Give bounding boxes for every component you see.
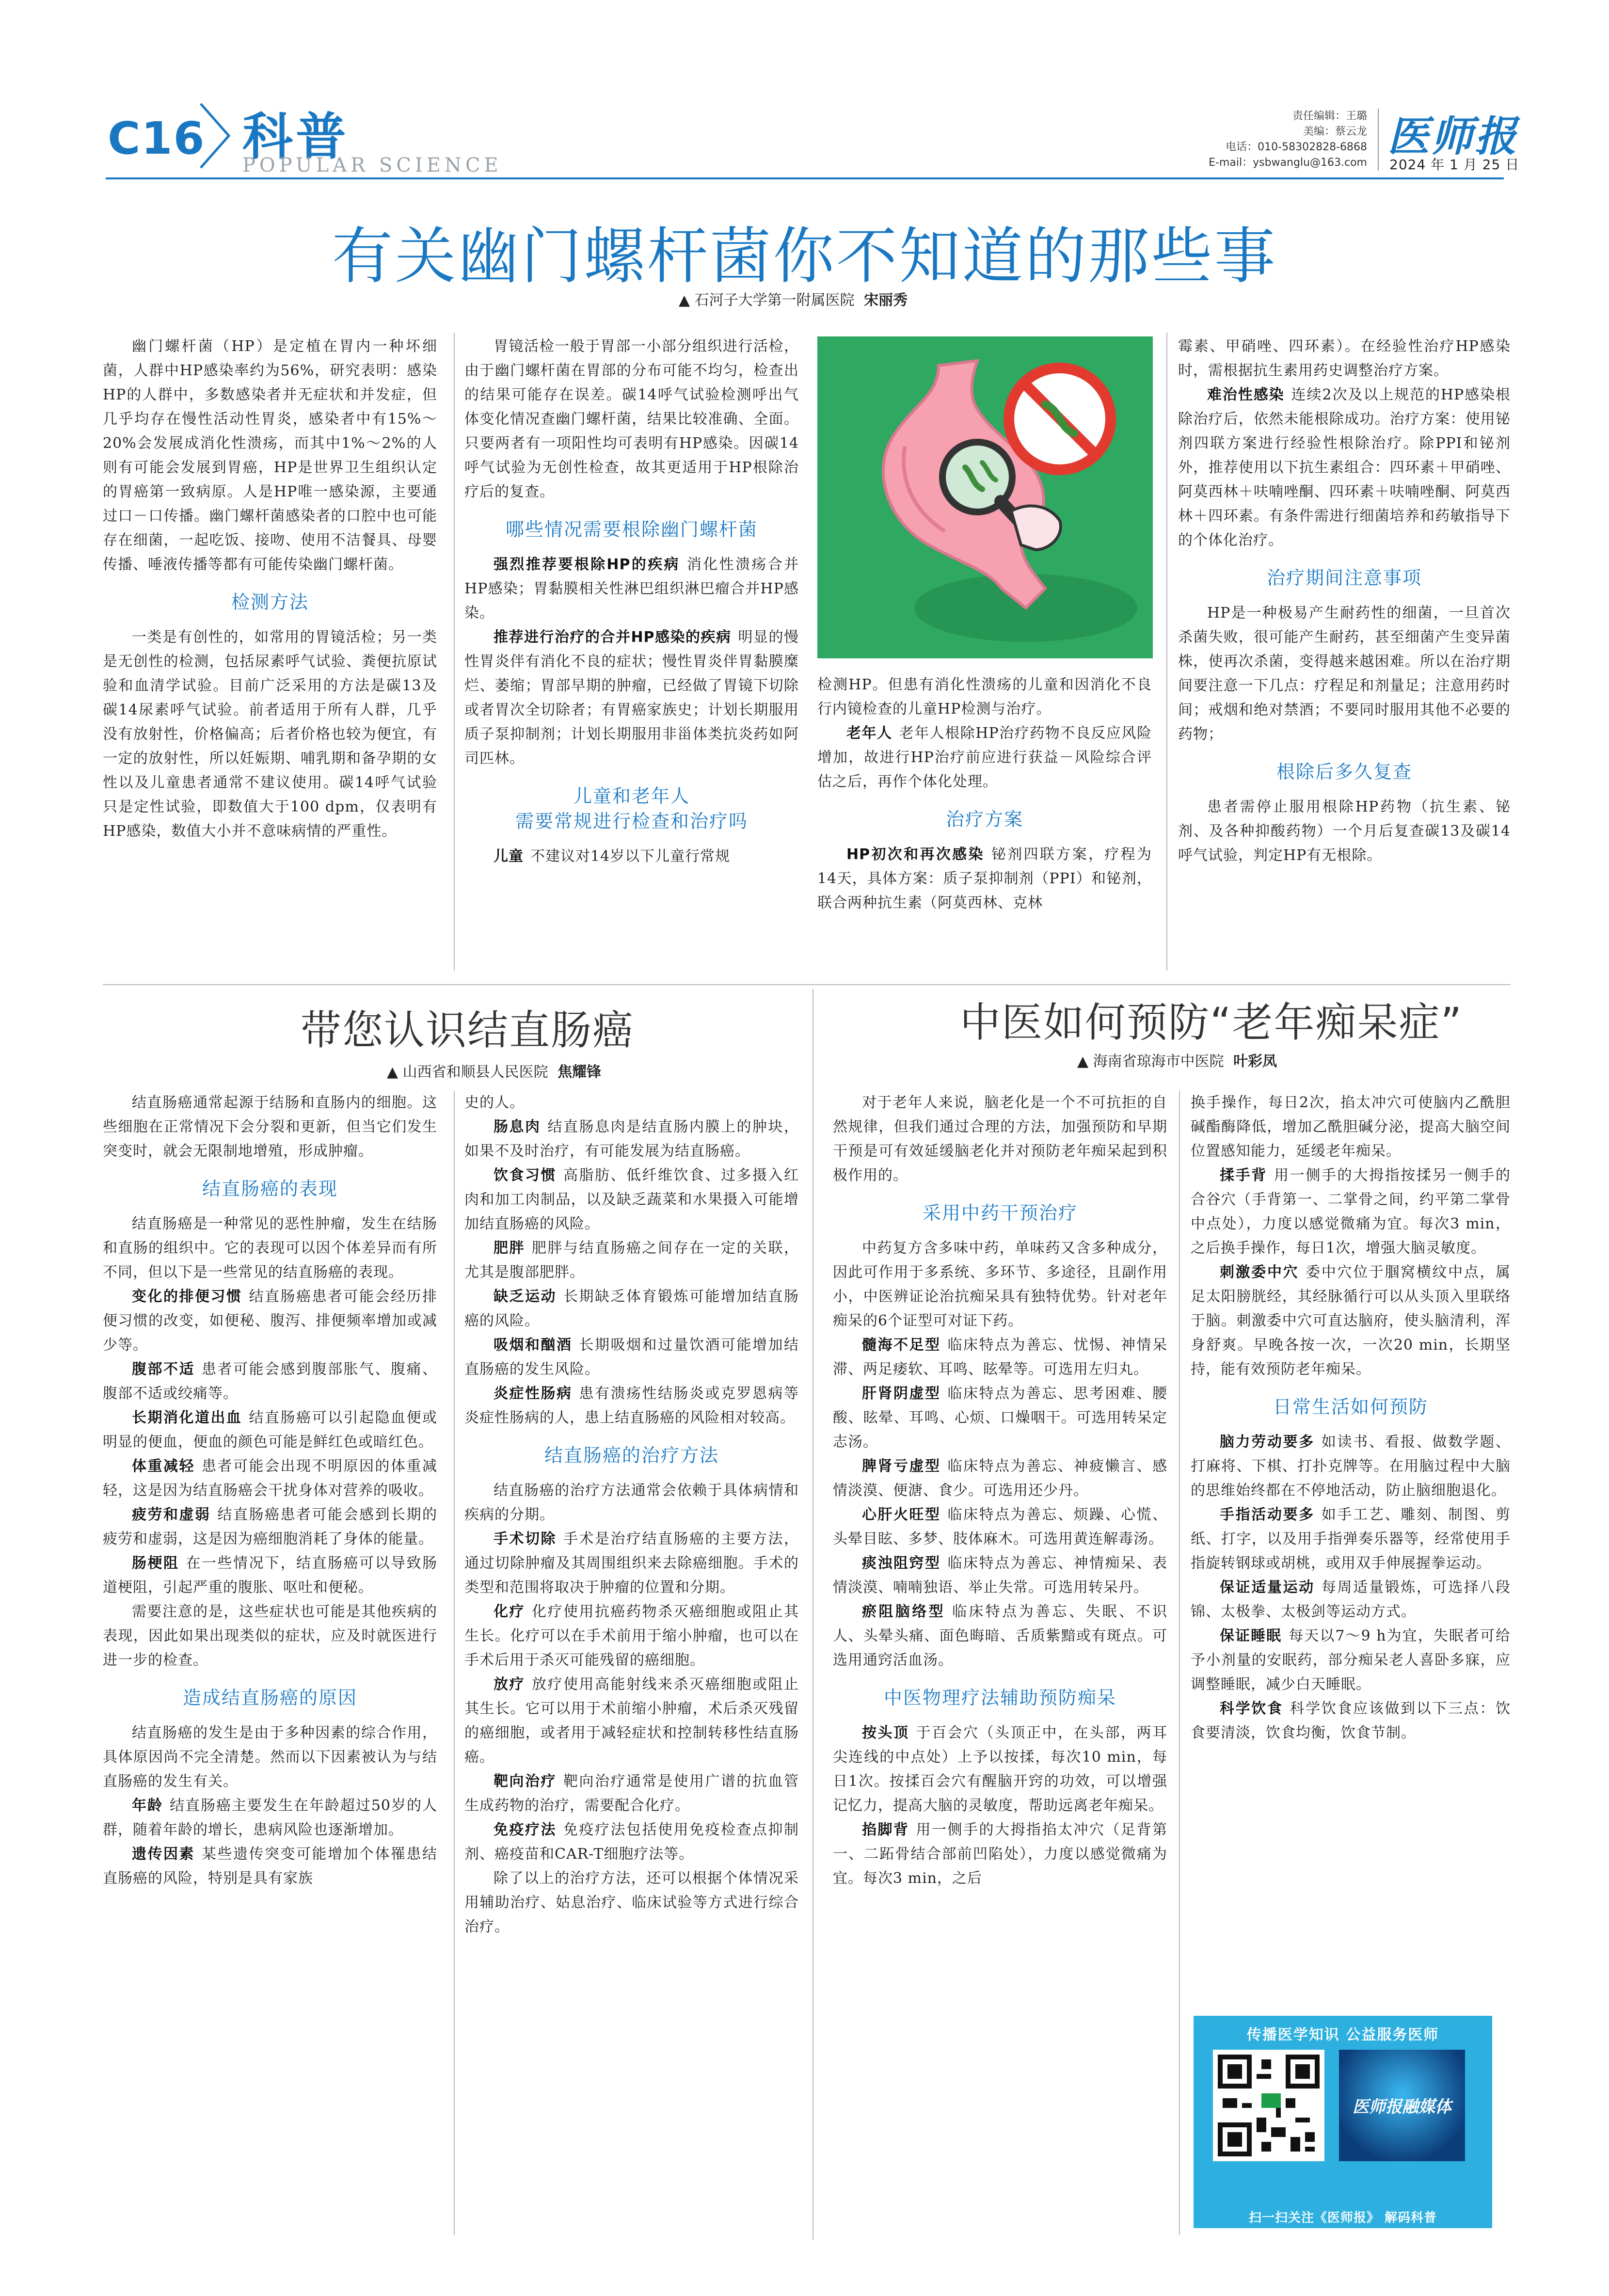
paragraph-text: 科学饮食应该做到以下三点：饮食要清淡，饮食均衡，饮食节制。 <box>1191 1700 1511 1741</box>
keyword-paragraph <box>103 1285 437 1357</box>
qr-code-icon <box>1213 2050 1324 2161</box>
paragraph-keyword: 变化的排便习惯 <box>132 1288 242 1305</box>
paragraph-text: 铋剂四联方案，疗程为14天，具体方案：质子泵抑制剂（PPI）和铋剂，联合两种抗生素（阿莫西林、克林 <box>817 846 1152 911</box>
paragraph-keyword: 化疗 <box>494 1603 525 1620</box>
paragraph <box>1178 601 1511 747</box>
keyword-paragraph <box>1191 1624 1511 1697</box>
paragraph-text: 结直肠息肉是结直肠内膜上的肿块，如果不及时治疗，有可能发展为结直肠癌。 <box>464 1118 799 1160</box>
paragraph-keyword: 炎症性肠病 <box>494 1385 573 1402</box>
keyword-paragraph <box>817 843 1152 915</box>
keyword-paragraph <box>833 1382 1167 1454</box>
editor-info <box>1115 109 1367 171</box>
paragraph <box>833 1236 1167 1333</box>
stomach-illustration <box>817 336 1153 658</box>
paragraph <box>1191 1091 1511 1164</box>
paragraph-keyword: 按头顶 <box>862 1724 909 1741</box>
subheading: 结直肠癌的治疗方法 <box>544 1445 719 1466</box>
subheading: 采用中药干预治疗 <box>922 1202 1078 1224</box>
paragraph-keyword: 刺激委中穴 <box>1220 1264 1299 1281</box>
subheading: 日常生活如何预防 <box>1273 1396 1428 1418</box>
email-label: E-mail：ysbwanglu@163.com <box>1209 157 1367 169</box>
paragraph-text: 患者需停止服用根除HP药物（抗生素、铋剂、及各种抑酸药物）一个月后复查碳13及碳14呼气试验，判定HP有无根除。 <box>1178 798 1511 864</box>
paragraph-keyword: 肝肾阴虚型 <box>862 1385 941 1402</box>
paragraph-text: 消化性溃疡合并HP感染；胃黏膜相关性淋巴组织淋巴瘤合并HP感染。 <box>464 556 799 622</box>
paragraph-text: 胃镜活检一般于胃部一小部分组织进行活检，由于幽门螺杆菌在胃部的分布可能不均匀，检查出的结果可能存在误差。碳14呼气试验检测呼出气体变化情况查幽门螺杆菌，结果比较准确、全面。只要两者有一项阳性均可表明有HP感染。因碳14呼气试验为无创性检查，故其更适用于HP根除治疗后的复查。 <box>464 338 799 500</box>
paragraph-text: 化疗使用抗癌药物杀灭癌细胞或阻止其生长。化疗可以在手术前用于缩小肿瘤，也可以在手术后用于杀灭可能残留的癌细胞。 <box>464 1603 799 1669</box>
paragraph-keyword: 瘀阻脑络型 <box>862 1603 946 1620</box>
paragraph-keyword: 揉手背 <box>1220 1167 1267 1184</box>
paragraph-keyword: 脾肾亏虚型 <box>862 1458 941 1475</box>
paragraph-text: 一类是有创性的，如常用的胃镜活检；另一类是无创性的检测，包括尿素呼气试验、粪便抗原试验和血清学试验。目前广泛采用的方法是碳13及碳14尿素呼气试验。前者适用于所有人群，几乎没有放射性，价格偏高；后者价格也较为便宜，有一定的放射性，所以妊娠期、哺乳期和备孕期的女性以及儿童患者通常不建议使用。碳14呼气试验只是定性试验，即数值大于100 dpm，仅表明有HP感染，数值大小并不意味病情的严重性。 <box>103 629 437 840</box>
article3-title: 中医如何预防“老年痴呆症” <box>960 999 1463 1046</box>
paragraph-text: 换手操作，每日2次，掐太冲穴可使脑内乙酰胆碱酯酶降低，增加乙酰胆碱分泌，提高大脑空间位置感知能力，延缓老年痴呆。 <box>1191 1094 1511 1160</box>
paragraph-text: 患者可能会出现不明原因的体重减轻，这是因为结直肠癌会干扰身体对营养的吸收。 <box>103 1458 437 1499</box>
promo-top-text: 传播医学知识 公益服务医师 <box>1246 2026 1439 2043</box>
editor-label: 责任编辑：王璐 <box>1292 110 1367 122</box>
paragraph-keyword: 免疫疗法 <box>494 1821 557 1838</box>
paragraph-keyword: 疲劳和虚弱 <box>132 1506 211 1523</box>
paragraph-text: 委中穴位于腘窝横纹中点，属足太阳膀胱经，其经脉循行可以从头顶入里联络于脑。刺激委中穴可直达脑府，使头脑清利，浑身舒爽。早晚各按一次，一次20 min，长期坚持，能有效预防老年痴呆。 <box>1191 1264 1511 1378</box>
article1-byline <box>679 288 940 309</box>
paragraph <box>103 625 437 844</box>
paragraph-keyword: 吸烟和酗酒 <box>494 1337 573 1354</box>
paragraph-text: 在一些情况下，结直肠癌可以导致肠道梗阻，引起严重的腹胀、呕吐和便秘。 <box>103 1555 437 1596</box>
column-divider <box>454 333 455 971</box>
paragraph-keyword: 老年人 <box>846 725 892 742</box>
paragraph <box>103 1091 437 1164</box>
keyword-paragraph <box>103 1842 437 1891</box>
brand-logo: 医师报 <box>1387 112 1518 161</box>
keyword-paragraph <box>833 1600 1167 1673</box>
keyword-paragraph <box>464 553 799 625</box>
qr-code[interactable] <box>1213 2050 1324 2161</box>
keyword-paragraph <box>103 1503 437 1551</box>
paragraph-keyword: 痰浊阻窍型 <box>862 1555 941 1572</box>
paragraph-text: 临床特点为善忘、神疲懒言、感情淡漠、便溏、食少。可选用还少丹。 <box>833 1458 1167 1499</box>
paragraph-text: 结直肠癌通常起源于结肠和直肠内的细胞。这些细胞在正常情况下会分裂和更新，但当它们发生突变时，就会无限制地增殖，形成肿瘤。 <box>103 1094 437 1160</box>
paragraph-keyword: 年龄 <box>132 1797 163 1814</box>
keyword-paragraph <box>833 1503 1167 1551</box>
keyword-paragraph <box>464 1382 799 1430</box>
keyword-paragraph <box>1191 1697 1511 1745</box>
article3-byline <box>1077 1049 1277 1070</box>
keyword-paragraph <box>1191 1430 1511 1503</box>
paragraph-keyword: 手术切除 <box>494 1531 557 1547</box>
article1-org: ▲ 石河子大学第一附属医院 <box>679 292 855 309</box>
paragraph-text: 幽门螺杆菌（HP）是定植在胃内一种坏细菌，人群中HP感染率约为56%，研究表明：感染HP的人群中，多数感染者并无症状和并发症，但几乎均存在慢性活动性胃炎，感染者中有15%～20%会发展成消化性溃疡，而其中1%～2%的人则有可能会发展到胃癌，HP是世界卫生组织认定的胃癌第一致病原。人是HP唯一感染源，主要通过口－口传播。幽门螺杆菌感染者的口腔中也可能存在细菌，一起吃饭、接吻、使用不洁餐具、母婴传播、唾液传播等都有可能传染幽门螺杆菌。 <box>103 338 437 573</box>
paragraph-text: 临床特点为善忘、神情痴呆、表情淡漠、喃喃独语、举止失常。可选用转呆丹。 <box>833 1555 1167 1596</box>
column-divider <box>1166 333 1167 971</box>
paragraph-keyword: 科学饮食 <box>1220 1700 1283 1717</box>
paragraph-text: 每周适量锻炼，可选择八段锦、太极拳、太极剑等运动方式。 <box>1191 1579 1511 1620</box>
paragraph-text: 结直肠癌患者可能会经历排便习惯的改变，如便秘、腹泻、排便频率增加或减少等。 <box>103 1288 437 1354</box>
paragraph <box>1178 795 1511 868</box>
paragraph-text: 免疫疗法包括使用免疫检查点抑制剂、癌疫苗和CAR-T细胞疗法等。 <box>464 1821 799 1863</box>
paragraph <box>464 1091 799 1115</box>
paragraph <box>464 335 799 504</box>
paragraph-text: 明显的慢性胃炎伴有消化不良的症状；慢性胃炎伴胃黏膜糜烂、萎缩；胃部早期的肿瘤，已经做了胃镜下切除或者胃次全切除者；有胃癌家族史；计划长期服用质子泵抑制剂；计划长期服用非甾体类抗炎药如阿司匹林。 <box>464 629 799 767</box>
paragraph-keyword: 髓海不足型 <box>862 1337 941 1354</box>
subheading: 儿童和老年人 需要常规进行检查和治疗吗 <box>515 785 748 832</box>
article3-column-2 <box>1191 1091 1511 1745</box>
keyword-paragraph <box>833 1721 1167 1818</box>
keyword-paragraph <box>464 1285 799 1333</box>
subheading: 中医物理疗法辅助预防痴呆 <box>883 1687 1116 1708</box>
paragraph <box>464 1866 799 1939</box>
column-divider <box>1179 1091 1180 2235</box>
paragraph-text: 某些遗传突变可能增加个体罹患结直肠癌的风险，特别是具有家族 <box>103 1846 437 1887</box>
subheading: 结直肠癌的表现 <box>202 1178 338 1199</box>
subheading: 检测方法 <box>231 591 309 613</box>
paragraph-keyword: 饮食习惯 <box>494 1167 557 1184</box>
keyword-paragraph <box>1191 1260 1511 1382</box>
article1-title: 有关幽门螺杆菌你不知道的那些事 <box>332 221 1277 292</box>
paragraph-keyword: HP初次和再次感染 <box>846 846 985 863</box>
keyword-paragraph <box>464 1236 799 1285</box>
paragraph-text: 需要注意的是，这些症状也可能是其他疾病的表现，因此如果出现类似的症状，应及时就医进行进一步的检查。 <box>103 1603 437 1669</box>
article2-byline <box>387 1060 601 1081</box>
article2-title: 带您认识结直肠癌 <box>301 1006 635 1054</box>
paragraph-text: 靶向治疗通常是使用广谱的抗血管生成药物的治疗，需要配合化疗。 <box>464 1773 799 1814</box>
paragraph-text: 手术是治疗结直肠癌的主要方法，通过切除肿瘤及其周围组织来去除癌细胞。手术的类型和范围将取决于肿瘤的位置和分期。 <box>464 1531 799 1596</box>
paragraph-text: 放疗使用高能射线来杀灭癌细胞或阻止其生长。它可以用于术前缩小肿瘤，术后杀灭残留的癌细胞，或者用于减轻症状和控制转移性结直肠癌。 <box>464 1676 799 1766</box>
paragraph-keyword: 放疗 <box>494 1676 525 1693</box>
paragraph-text: 临床特点为善忘、失眠、不识人、头晕头痛、面色晦暗、舌质紫黯或有斑点。可选用通窍活血汤。 <box>833 1603 1168 1669</box>
section-subtitle: POPULAR SCIENCE <box>242 154 502 176</box>
paragraph-text: 长期吸烟和过量饮酒可能增加结直肠癌的发生风险。 <box>464 1337 799 1378</box>
paragraph-text: HP是一种极易产生耐药性的细菌，一旦首次杀菌失败，很可能产生耐药，甚至细菌产生变异菌株，使再次杀菌，变得越来越困难。所以在治疗期间要注意一下几点：疗程足和剂量足；注意用药时间；戒烟和绝对禁酒；不要同时服用其他不必要的药物； <box>1178 605 1511 743</box>
section-title: 科普 <box>242 107 350 166</box>
paragraph-keyword: 体重减轻 <box>132 1458 195 1475</box>
paragraph <box>103 1212 437 1285</box>
keyword-paragraph <box>833 1454 1167 1503</box>
paragraph-text: 高脂肪、低纤维饮食、过多摄入红肉和加工肉制品，以及缺乏蔬菜和水果摄入可能增加结直肠癌的风险。 <box>464 1167 799 1232</box>
paragraph-text: 如手工艺、雕刻、制图、剪纸、打字，以及用手指弹奏乐器等，经常使用手指旋转钢球或胡桃，或用双手伸展握拳运动。 <box>1191 1506 1511 1572</box>
column-divider <box>454 1091 455 2235</box>
paragraph-keyword: 肠息肉 <box>494 1118 541 1135</box>
paragraph-keyword: 长期消化道出血 <box>132 1409 242 1426</box>
paragraph-keyword: 推荐进行治疗的合并HP感染的疾病 <box>494 629 732 646</box>
chevron-right-icon <box>197 102 232 170</box>
paragraph-text: 临床特点为善忘、思考困难、腰酸、眩晕、耳鸣、心烦、口燥咽干。可选用转呆定志汤。 <box>833 1385 1167 1451</box>
header-rule <box>106 177 1504 179</box>
promo-logo <box>1339 2050 1465 2161</box>
paragraph <box>103 1600 437 1673</box>
paragraph-text: 结直肠癌的治疗方法通常会依赖于具体病情和疾病的分期。 <box>464 1482 799 1523</box>
paragraph-keyword: 保证睡眠 <box>1220 1627 1282 1644</box>
keyword-paragraph <box>1178 383 1511 553</box>
paragraph <box>103 1721 437 1794</box>
paragraph-keyword: 腹部不适 <box>132 1361 195 1378</box>
paragraph-text: 于百会穴（头顶正中，在头部，两耳尖连线的中点处）上予以按揉，每次10 min，每日1次。按揉百会穴有醒脑开窍的功效，可以增强记忆力，提高大脑的灵敏度，帮助远离老年痴呆。 <box>833 1724 1167 1814</box>
paragraph <box>833 1091 1167 1188</box>
paragraph-keyword: 脑力劳动要多 <box>1220 1434 1315 1451</box>
phone-label: 电话：010-58302828-6868 <box>1226 141 1367 153</box>
paragraph-keyword: 儿童 <box>494 848 524 865</box>
paragraph-text: 结直肠癌可以引起隐血便或明显的便血，便血的颜色可能是鲜红色或暗红色。 <box>103 1409 437 1451</box>
article1-author: 宋丽秀 <box>864 292 908 309</box>
issue-date: 2024 年 1 月 25 日 <box>1389 157 1520 173</box>
keyword-paragraph <box>1191 1576 1511 1624</box>
keyword-paragraph <box>464 845 799 869</box>
keyword-paragraph <box>103 1406 437 1454</box>
page-number: C16 <box>108 112 206 164</box>
subheading: 治疗方案 <box>945 809 1023 830</box>
paragraph-text: 史的人。 <box>464 1094 525 1111</box>
paragraph-keyword: 保证适量运动 <box>1220 1579 1315 1596</box>
promo-bottom-text: 扫一扫关注《医师报》 解码科普 <box>1248 2211 1437 2225</box>
keyword-paragraph <box>103 1551 437 1600</box>
paragraph-text: 临床特点为善忘、忧惕、神情呆滞、两足痿软、耳鸣、眩晕等。可选用左归丸。 <box>833 1337 1167 1378</box>
promo-box <box>1194 2016 1492 2228</box>
paragraph <box>1178 335 1511 383</box>
article3-column-1 <box>833 1091 1167 1891</box>
paragraph-text: 患者可能会感到腹部胀气、腹痛、腹部不适或绞痛等。 <box>103 1361 437 1402</box>
paragraph-text: 霉素、甲硝唑、四环素）。在经验性治疗HP感染时，需根据抗生素用药史调整治疗方案。 <box>1178 338 1511 379</box>
promo-logo-text: 医师报融媒体 <box>1353 2097 1451 2117</box>
paragraph-keyword: 强烈推荐要根除HP的疾病 <box>494 556 680 573</box>
paragraph-keyword: 难治性感染 <box>1207 386 1285 403</box>
header-divider <box>1378 109 1379 171</box>
art-editor-label: 美编：蔡云龙 <box>1303 126 1367 138</box>
keyword-paragraph <box>464 1527 799 1600</box>
article2-author: 焦耀锋 <box>558 1064 602 1081</box>
article2-org: ▲ 山西省和顺县人民医院 <box>387 1064 548 1081</box>
subheading: 造成结直肠癌的原因 <box>182 1687 357 1708</box>
keyword-paragraph <box>464 625 799 771</box>
paragraph-text: 用一侧手的大拇指掐太冲穴（足背第一、二跖骨结合部前凹陷处），力度以感觉微痛为宜。每次3 min，之后 <box>833 1821 1167 1887</box>
keyword-paragraph <box>833 1333 1167 1382</box>
keyword-paragraph <box>833 1551 1167 1600</box>
paragraph-text: 老年人根除HP治疗药物不良反应风险增加，故进行HP治疗前应进行获益－风险综合评估之后，再作个体化处理。 <box>817 725 1152 790</box>
paragraph-text: 中药复方含多味中药，单味药又含多种成分，因此可作用于多系统、多环节、多途径，且副作用小，中医辨证论治抗痴呆具有独特优势。针对老年痴呆的6个证型可对证下药。 <box>833 1240 1167 1329</box>
paragraph-keyword: 靶向治疗 <box>494 1773 557 1790</box>
paragraph-text: 结直肠癌的发生是由于多种因素的综合作用，具体原因尚不完全清楚。然而以下因素被认为与结直肠癌的发生有关。 <box>103 1724 437 1790</box>
paragraph-text: 结直肠癌患者可能会感到长期的疲劳和虚弱，这是因为癌细胞消耗了身体的能量。 <box>103 1506 437 1547</box>
paragraph-text: 如读书、看报、做数学题、打麻将、下棋、打扑克牌等。在用脑过程中大脑的思维始终都在不停地活动，防止脑细胞退化。 <box>1191 1434 1511 1499</box>
paragraph-keyword: 遗传因素 <box>132 1846 195 1863</box>
keyword-paragraph <box>464 1333 799 1382</box>
subheading: 哪些情况需要根除幽门螺杆菌 <box>505 519 758 540</box>
paragraph-keyword: 心肝火旺型 <box>862 1506 941 1523</box>
paragraph-text: 连续2次及以上规范的HP感染根除治疗后，依然未能根除成功。治疗方案：使用铋剂四联方案进行经验性根除治疗。除PPI和铋剂外，推荐使用以下抗生素组合：四环素＋甲硝唑、阿莫西林＋呋喃唑酮、四环素＋呋喃唑酮、阿莫西林＋四环素。有条件需进行细菌培养和药敏指导下的个体化治疗。 <box>1178 386 1511 549</box>
paragraph-keyword: 手指活动要多 <box>1220 1506 1315 1523</box>
subheading: 根除后多久复查 <box>1276 761 1412 782</box>
paragraph <box>464 1479 799 1527</box>
subheading: 治疗期间注意事项 <box>1266 567 1422 589</box>
article-divider <box>812 989 813 2240</box>
paragraph-text: 用一侧手的大拇指按揉另一侧手的合谷穴（手背第一、二掌骨之间，约平第二掌骨中点处），力度以感觉微痛为宜。每次3 min，之后换手操作，每日1次，增强大脑灵敏度。 <box>1191 1167 1511 1257</box>
keyword-paragraph <box>464 1673 799 1770</box>
paragraph-text: 不建议对14岁以下儿童行常规 <box>530 848 731 865</box>
paragraph <box>817 673 1152 721</box>
keyword-paragraph <box>464 1770 799 1818</box>
paragraph <box>103 335 437 577</box>
paragraph-text: 除了以上的治疗方法，还可以根据个体情况采用辅助治疗、姑息治疗、临床试验等方式进行综合治疗。 <box>464 1870 799 1935</box>
keyword-paragraph <box>103 1454 437 1503</box>
paragraph-text: 结直肠癌主要发生在年龄超过50岁的人群，随着年龄的增长，患病风险也逐渐增加。 <box>103 1797 437 1838</box>
keyword-paragraph <box>817 721 1152 794</box>
article2-column-1 <box>103 1091 437 1891</box>
article1-column-4 <box>1178 335 1511 868</box>
article3-author: 叶彩凤 <box>1233 1053 1277 1070</box>
article3-org: ▲ 海南省琼海市中医院 <box>1077 1053 1224 1070</box>
article2-column-2 <box>464 1091 799 1939</box>
section-rule <box>103 984 1511 985</box>
article1-column-3 <box>817 673 1152 915</box>
paragraph-keyword: 肠梗阻 <box>132 1555 179 1572</box>
paragraph-text: 结直肠癌是一种常见的恶性肿瘤，发生在结肠和直肠的组织中。它的表现可以因个体差异而有所不同，但以下是一些常见的结直肠癌的表现。 <box>103 1215 437 1281</box>
keyword-paragraph <box>833 1818 1167 1891</box>
keyword-paragraph <box>1191 1164 1511 1260</box>
article1-column-1 <box>103 335 437 844</box>
keyword-paragraph <box>464 1818 799 1866</box>
keyword-paragraph <box>103 1794 437 1842</box>
article1-column-2 <box>464 335 799 869</box>
paragraph-text: 每天以7～9 h为宜，失眠者可给予小剂量的安眠药，部分痴呆老人喜卧多寐，应调整睡眠，减少白天睡眠。 <box>1191 1627 1511 1693</box>
paragraph-text: 肥胖与结直肠癌之间存在一定的关联，尤其是腹部肥胖。 <box>464 1240 799 1281</box>
paragraph-text: 检测HP。但患有消化性溃疡的儿童和因消化不良行内镜检查的儿童HP检测与治疗。 <box>817 676 1152 718</box>
keyword-paragraph <box>103 1357 437 1406</box>
paragraph-keyword: 缺乏运动 <box>494 1288 557 1305</box>
paragraph-text: 对于老年人来说，脑老化是一个不可抗拒的自然规律，但我们通过合理的方法，加强预防和早期干预是可有效延缓脑老化并对预防老年痴呆起到积极作用的。 <box>833 1094 1167 1184</box>
keyword-paragraph <box>1191 1503 1511 1576</box>
paragraph-text: 长期缺乏体育锻炼可能增加结直肠癌的风险。 <box>464 1288 799 1329</box>
paragraph-keyword: 肥胖 <box>494 1240 525 1257</box>
paragraph-keyword: 掐脚背 <box>862 1821 909 1838</box>
keyword-paragraph <box>464 1164 799 1236</box>
keyword-paragraph <box>464 1600 799 1673</box>
paragraph-text: 临床特点为善忘、烦躁、心慌、头晕目眩、多梦、肢体麻木。可选用黄连解毒汤。 <box>833 1506 1167 1547</box>
paragraph-text: 患有溃疡性结肠炎或克罗恩病等炎症性肠病的人，患上结直肠癌的风险相对较高。 <box>464 1385 799 1426</box>
keyword-paragraph <box>464 1115 799 1164</box>
